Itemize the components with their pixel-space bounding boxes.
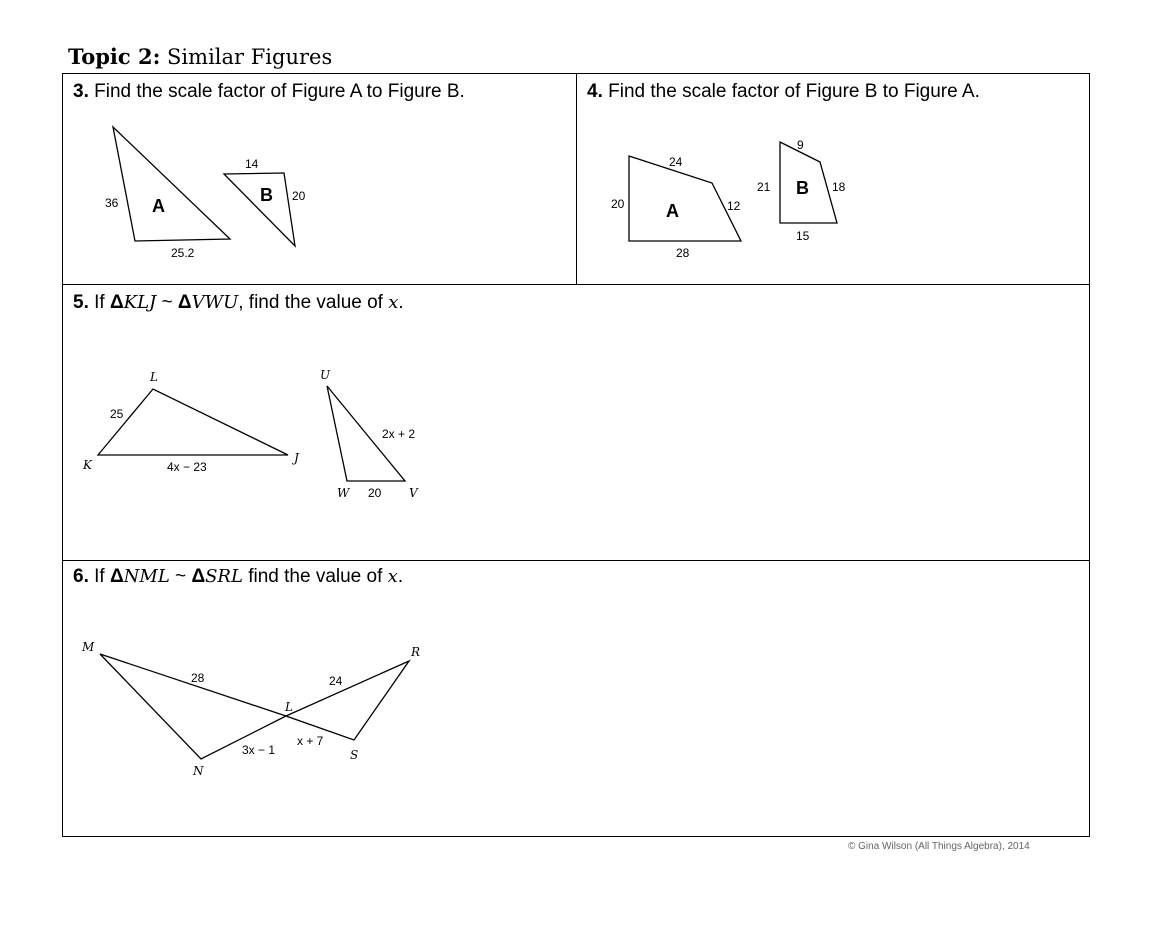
triangle-nml: NML [123,566,170,587]
vertex-u: U [320,368,331,382]
quad-a-label: A [666,201,679,221]
side-nl: 3x − 1 [242,743,276,757]
side-uv: 2x + 2 [382,427,416,441]
triangle-a-left-side: 36 [105,196,119,210]
problem-5-prefix: If [94,292,110,313]
delta-symbol-2: Δ [177,292,192,313]
quad-a-bottom-side: 28 [676,246,690,260]
topic-label: Topic 2: [68,44,161,69]
triangle-b-right-side: 20 [292,189,306,203]
side-ls: x + 7 [297,734,324,748]
triangle-b-top-side: 14 [245,157,259,171]
vertex-v: V [409,486,418,500]
problem-4-number: 4. [587,81,603,102]
side-ml: 28 [191,671,205,685]
side-wv: 20 [368,486,382,500]
quad-b-bottom-side: 15 [796,229,810,243]
similar-symbol: ~ [156,292,178,313]
quad-b-left-side: 21 [757,180,771,194]
problem-6-prefix: If [94,566,110,587]
delta-symbol-4: Δ [191,566,206,587]
triangle-klj: KLJ [123,292,157,313]
topic-title: Similar Figures [167,45,333,69]
vertex-m: M [82,640,95,654]
vertex-s: S [350,748,359,762]
problem-6-suffix: find the value of [242,566,383,587]
triangle-b-label: B [260,185,273,205]
vertex-n: N [193,764,204,778]
side-kj: 4x − 23 [167,460,207,474]
variable-x: x [388,292,399,313]
triangle-a-bottom-side: 25.2 [171,246,195,260]
side-kl: 25 [110,407,124,421]
vertex-l: L [150,370,158,384]
problem-3-text: Find the scale factor of Figure A to Figure B. [94,81,465,102]
problem-5-suffix: , find the value of [238,292,383,313]
triangle-a-label: A [152,196,165,216]
problem-5-period: . [398,292,404,313]
delta-symbol-1: Δ [109,292,124,313]
problem-3-number: 3. [73,81,89,102]
variable-x-2: x [387,566,398,587]
delta-symbol-3: Δ [109,566,124,587]
triangle-srl-shape [286,661,409,740]
quad-b-right-side: 18 [832,180,846,194]
side-rl: 24 [329,674,343,688]
problem-4-text: Find the scale factor of Figure B to Figure A. [608,81,980,102]
quad-b-top-side: 9 [797,138,804,152]
similar-symbol-2: ~ [169,566,192,587]
triangle-vwu: VWU [191,292,239,313]
quad-a-left-side: 20 [611,197,625,211]
vertex-j: J [294,451,299,465]
quad-a-top-side: 24 [669,155,683,169]
quad-b-label: B [796,178,809,198]
problem-5-number: 5. [73,292,89,313]
copyright-footer: © Gina Wilson (All Things Algebra), 2014 [848,841,1030,852]
triangle-srl: SRL [205,566,243,587]
problem-6-period: . [397,566,404,587]
quad-a-right-side: 12 [727,199,741,213]
vertex-l-6: L [285,700,293,714]
vertex-w: W [337,486,350,500]
problem-6-number: 6. [73,566,89,587]
vertex-k: K [83,458,92,472]
vertex-r: R [411,645,421,659]
